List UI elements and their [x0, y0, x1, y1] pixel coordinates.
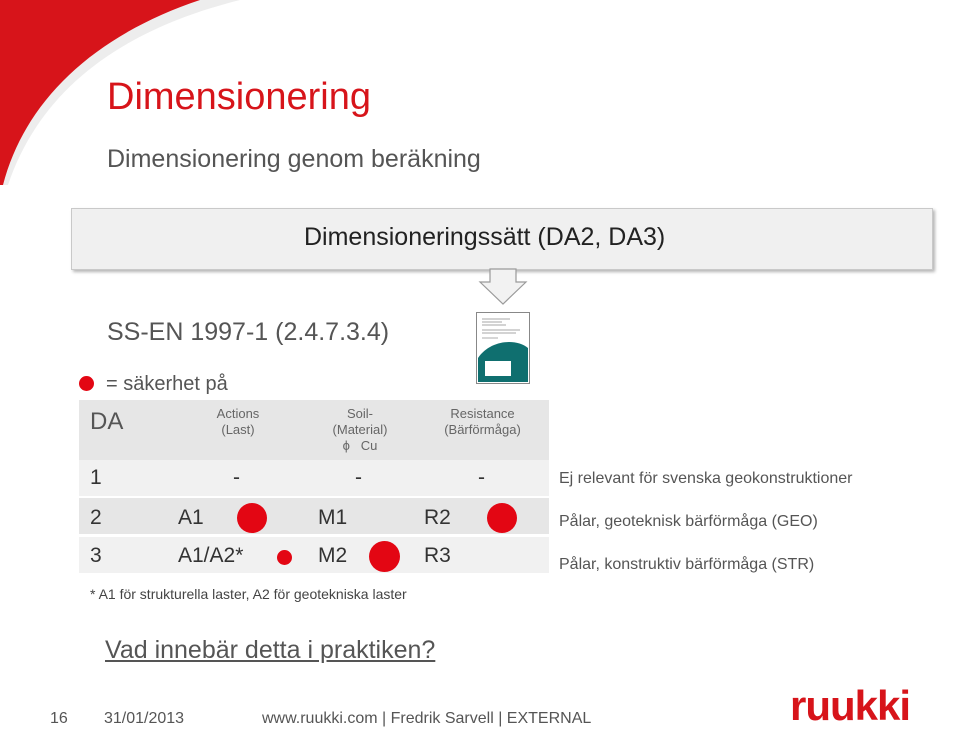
table-footnote: * A1 för strukturella laster, A2 för geotekniska laster — [90, 586, 407, 602]
row2-resistance: R2 — [424, 506, 451, 529]
header-resistance — [430, 406, 535, 438]
row2-da: 2 — [90, 506, 102, 529]
phi-symbol: ϕ — [342, 438, 350, 453]
table-row — [79, 537, 549, 573]
header-actions-line1: Actions — [216, 406, 260, 421]
header-soil-line2: (Material) — [332, 422, 388, 437]
header-soil — [320, 406, 400, 454]
header-da: DA — [90, 408, 124, 435]
banner-text: Dimensioneringssätt (DA2, DA3) — [304, 223, 666, 251]
table-row — [79, 498, 549, 534]
row1-note: Ej relevant för svenska geokonstruktioner — [559, 470, 853, 487]
legend-label: = säkerhet på — [106, 373, 228, 395]
ruukki-logo — [790, 686, 958, 726]
row2-resistance-safety-dot — [487, 503, 517, 533]
row3-da: 3 — [90, 544, 102, 567]
standard-reference: SS-EN 1997-1 (2.4.7.3.4) — [107, 318, 390, 346]
row3-actions-safety-dot — [277, 550, 292, 565]
row1-actions: - — [233, 466, 240, 489]
row3-soil: M2 — [318, 544, 348, 567]
footer-info: www.ruukki.com | Fredrik Sarvell | EXTERNAL — [262, 710, 592, 727]
page-subtitle: Dimensionering genom beräkning — [107, 145, 481, 173]
header-resistance-line2: (Bärförmåga) — [444, 422, 521, 437]
row1-da: 1 — [90, 466, 102, 489]
arrow-down-icon — [478, 268, 528, 306]
row2-note: Pålar, geoteknisk bärförmåga (GEO) — [559, 513, 818, 530]
row2-actions: A1 — [178, 506, 204, 529]
row3-note: Pålar, konstruktiv bärförmåga (STR) — [559, 556, 815, 573]
row2-actions-safety-dot — [237, 503, 267, 533]
footer-date: 31/01/2013 — [104, 710, 185, 727]
row1-soil: - — [355, 466, 362, 489]
header-soil-line1: Soil- — [346, 406, 373, 421]
row3-actions: A1/A2* — [178, 544, 244, 567]
header-soil-params — [320, 438, 400, 454]
row1-resistance: - — [478, 466, 485, 489]
header-resistance-line1: Resistance — [450, 406, 515, 421]
page-title: Dimensionering — [107, 76, 372, 118]
cu-symbol: Cu — [360, 438, 378, 453]
document-thumbnail-icon — [476, 312, 530, 384]
header-actions-line2: (Last) — [221, 422, 255, 437]
safety-marker-legend-dot — [79, 376, 94, 391]
practice-question: Vad innebär detta i praktiken? — [105, 636, 436, 664]
row3-resistance: R3 — [424, 544, 451, 567]
page-number: 16 — [50, 710, 68, 727]
svg-text:ruukki: ruukki — [790, 686, 911, 726]
header-actions — [198, 406, 278, 438]
row3-soil-safety-dot — [369, 541, 400, 572]
row2-soil: M1 — [318, 506, 348, 529]
design-approach-banner — [71, 208, 933, 270]
